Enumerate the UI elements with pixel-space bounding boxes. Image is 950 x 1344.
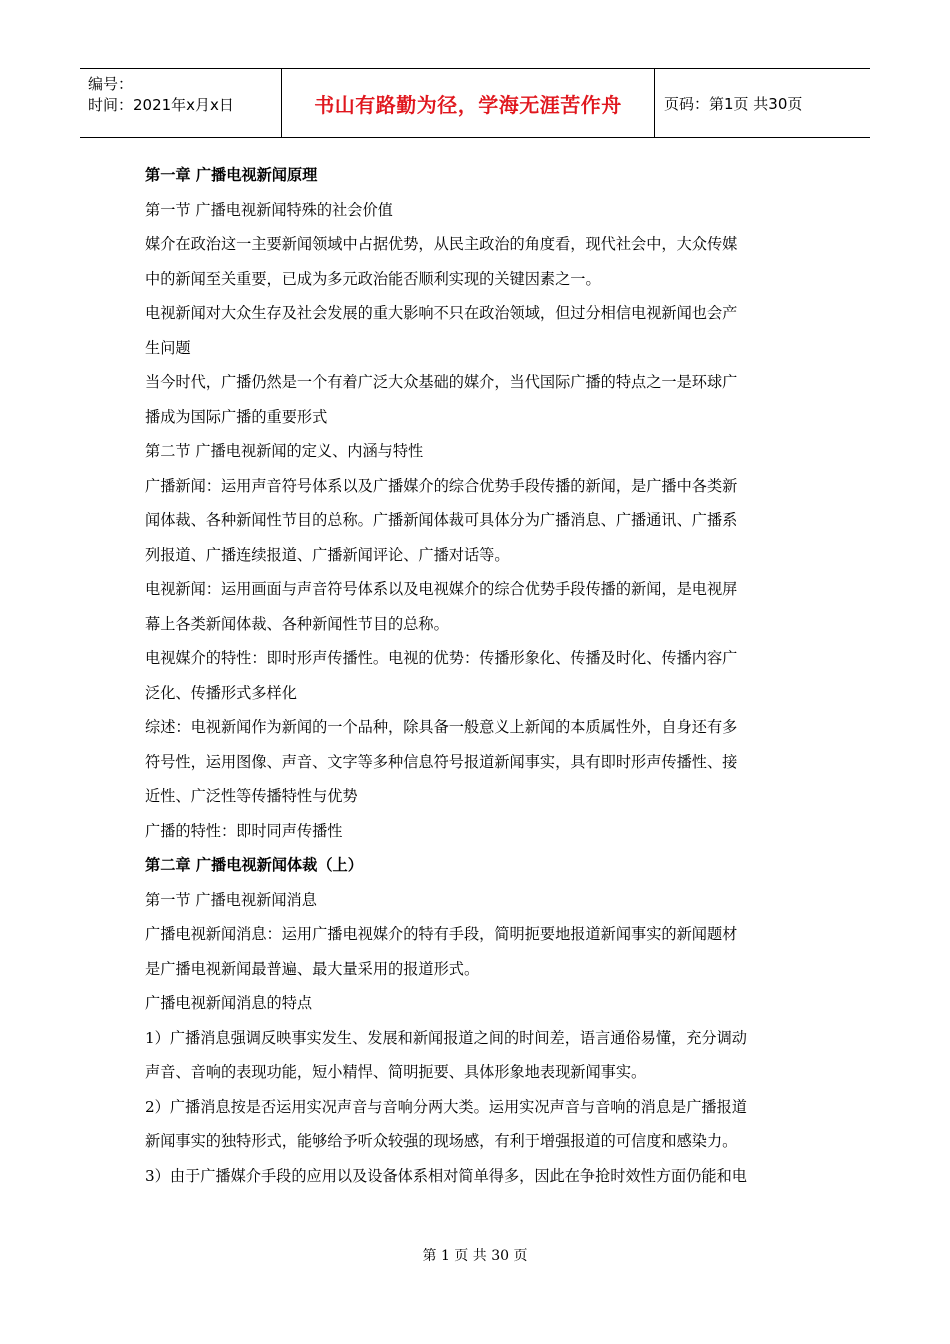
text-line: 中的新闻至关重要，已成为多元政治能否顺利实现的关键因素之一。 [145, 269, 601, 288]
text-line: 近性、广泛性等传播特性与优势 [145, 787, 358, 805]
text-line: 幕上各类新闻体裁、各种新闻性节目的总称。 [145, 614, 449, 633]
text-line: 符号性，运用图像、声音、文字等多种信息符号报道新闻事实，具有即时形声传播性、接 [145, 752, 738, 771]
number-label: 编号： [88, 75, 134, 93]
page-footer: 第 1 页 共 30 页 [422, 1248, 528, 1264]
text-line: 电视媒介的特性：即时形声传播性。电视的优势：传播形象化、传播及时化、传播内容广 [145, 649, 738, 667]
text-line: 媒介在政治这一主要新闻领域中占据优势，从民主政治的角度看，现代社会中，大众传媒 [145, 235, 738, 253]
text-line: 第二节 广播电视新闻的定义、内涵与特性 [145, 442, 424, 460]
text-line: 声音、音响的表现功能，短小精悍、简明扼要、具体形象地表现新闻事实。 [145, 1063, 647, 1081]
header-meta [80, 69, 281, 137]
page-header [80, 68, 870, 138]
text-line: 是广播电视新闻最普遍、最大量采用的报道形式。 [145, 959, 480, 978]
text-line: 电视新闻对大众生存及社会发展的重大影响不只在政治领域，但过分相信电视新闻也会产 [145, 304, 738, 322]
text-line: 列报道、广播连续报道、广播新闻评论、广播对话等。 [145, 545, 510, 564]
text-line: 广播的特性：即时同声传播性 [145, 821, 343, 840]
header-motto: 书山有路勤为径，学海无涯苦作舟 [314, 92, 622, 117]
text-line: 广播新闻：运用声音符号体系以及广播媒介的综合优势手段传播的新闻，是广播中各类新 [145, 476, 738, 495]
text-line: 新闻事实的独特形式，能够给予听众较强的现场感，有利于增强报道的可信度和感染力。 [145, 1132, 738, 1150]
text-line: 播成为国际广播的重要形式 [145, 407, 328, 426]
date-label: 时间：2021年x月x日 [88, 96, 234, 114]
text-line: 第一节 广播电视新闻特殊的社会价值 [145, 200, 393, 219]
text-line: 广播电视新闻消息的特点 [145, 994, 313, 1012]
chapter-heading: 第一章 广播电视新闻原理 [145, 166, 318, 184]
text-line: 当今时代，广播仍然是一个有着广泛大众基础的媒介，当代国际广播的特点之一是环球广 [145, 373, 738, 391]
text-line: 广播电视新闻消息：运用广播电视媒介的特有手段，简明扼要地报道新闻事实的新闻题材 [145, 925, 738, 943]
text-line: 电视新闻：运用画面与声音符号体系以及电视媒介的综合优势手段传播的新闻，是电视屏 [145, 580, 738, 598]
text-line: 泛化、传播形式多样化 [145, 683, 297, 702]
header-divider [654, 69, 655, 137]
chapter-heading: 第二章 广播电视新闻体裁（上） [145, 856, 363, 874]
text-line: 第一节 广播电视新闻消息 [145, 890, 317, 909]
text-line: 1）广播消息强调反映事实发生、发展和新闻报道之间的时间差，语言通俗易懂，充分调动 [145, 1028, 747, 1047]
header-page-info: 页码：第1页 共30页 [664, 94, 803, 113]
text-line: 生问题 [145, 338, 191, 357]
text-line: 闻体裁、各种新闻性节目的总称。广播新闻体裁可具体分为广播消息、广播通讯、广播系 [145, 511, 738, 529]
text-line: 综述：电视新闻作为新闻的一个品种，除具备一般意义上新闻的本质属性外，自身还有多 [145, 718, 738, 736]
text-line: 2）广播消息按是否运用实况声音与音响分两大类。运用实况声音与音响的消息是广播报道 [145, 1097, 747, 1116]
document-body [145, 158, 810, 1193]
text-line: 3）由于广播媒介手段的应用以及设备体系相对简单得多，因此在争抢时效性方面仍能和电 [145, 1166, 747, 1185]
